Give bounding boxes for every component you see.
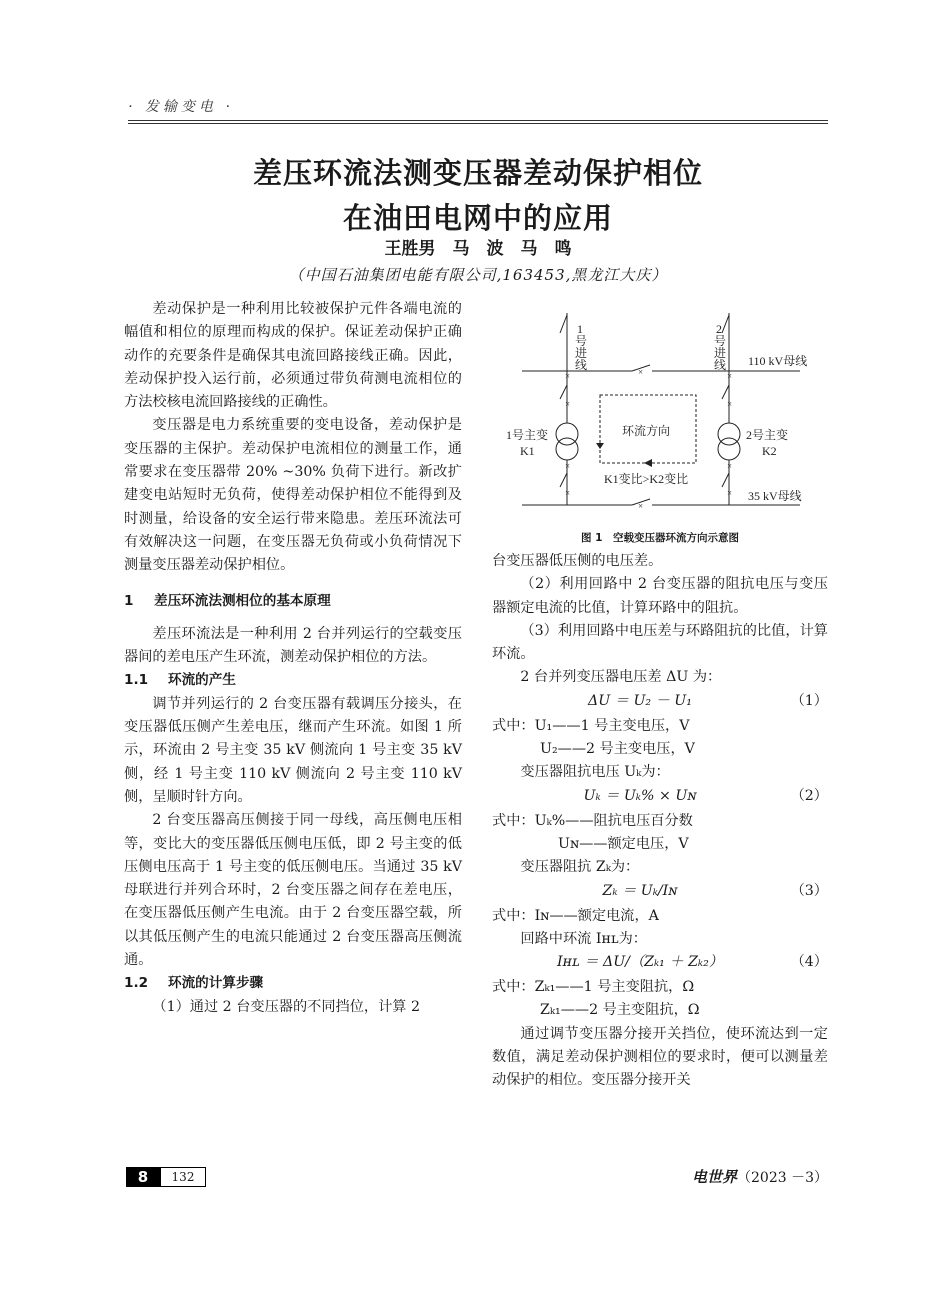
- article-title-line2: 在油田电网中的应用: [342, 201, 613, 235]
- t2-hv-switch: [722, 385, 729, 399]
- step-1-text: （1）通过 2 台变压器的不同挡位，计算 2: [152, 998, 421, 1015]
- section-1-2-heading: [124, 972, 462, 995]
- eq1-def-1: 式中：U₁——1 号主变电压，V: [492, 717, 690, 734]
- loop-arrow-up: [596, 443, 604, 449]
- bus-110-label: 110 kV母线: [748, 354, 808, 368]
- circuit-diagram: [492, 303, 828, 525]
- eq2-intro: 变压器阻抗电压 Uₖ为：: [520, 764, 670, 781]
- page-total: 132: [160, 1167, 206, 1187]
- continuation-text: 台变压器低压侧的电压差。: [492, 553, 663, 569]
- eq2-def-1: 式中：Uₖ%——阻抗电压百分数: [492, 812, 693, 829]
- equation-2-body: Uₖ ＝ Uₖ% × Uɴ: [583, 787, 697, 804]
- equation-2-number: （2）: [790, 787, 828, 804]
- equation-3: [492, 880, 828, 905]
- breaker-mark: ×: [727, 371, 733, 381]
- right-column: [492, 550, 828, 1093]
- header-rule: [128, 120, 828, 121]
- eq2-def-2: Uɴ——额定电压，V: [558, 835, 689, 852]
- eq4-def-2: Zₖ₁——2 号主变阻抗，Ω: [540, 1002, 700, 1019]
- breaker-mark: ×: [638, 501, 644, 511]
- step-2-text: （2）利用回路中 2 台变压器的阻抗电压与变压器额定电流的比值，计算环路中的阻抗。: [492, 576, 828, 616]
- section-1-1-heading: [124, 669, 462, 692]
- article-title-line1: 差压环流法测变压器差动保护相位: [252, 156, 703, 190]
- section-1-number: 1: [124, 592, 134, 609]
- step-3-text: （3）利用回路中电压差与环路阻抗的比值，计算环流。: [492, 622, 828, 663]
- t2-lv-switch: [722, 473, 729, 487]
- eq4-intro: 回路中环流 Iʜʟ为：: [520, 930, 647, 947]
- breaker-mark: ×: [727, 399, 733, 409]
- left-column: [124, 298, 462, 1019]
- header-rule-2: [128, 123, 828, 124]
- line-2-switch: [722, 315, 729, 333]
- equation-3-body: Zₖ ＝ Uₖ/Iɴ: [602, 882, 678, 899]
- eq4-def-1: 式中：Zₖ₁——1 号主变阻抗，Ω: [492, 979, 695, 996]
- t1-hv-switch: [560, 385, 567, 399]
- affiliation: （中国石油集团电能有限公司,163453,黑龙江大庆）: [288, 266, 668, 284]
- section-1-2-number: 1.2: [124, 975, 149, 992]
- t1-name: 1号主变: [506, 428, 549, 442]
- intro-paragraph-2: 变压器是电力系统重要的变电设备，差动保护是变压器的主保护。差动保护电流相位的测量工作，通常要求在变压器带 20% ~30% 负荷下进行。新改扩建变电站短时无负荷，使得差动保护相位不能得到及时测量，给设备的安全运行带来隐患。差压环流法可有效解决这一问题，在变压器无负荷或小负荷情况下测量变压器差动保护相位。: [124, 417, 462, 574]
- loop-arrow-left: [644, 459, 652, 467]
- t2-code: K2: [762, 444, 777, 458]
- intro-paragraph-1: 差动保护是一种利用比较被保护元件各端电流的幅值和相位的原理而构成的保护。保证差动保护正确动作的充要条件是确保其电流回路接线正确。因此，差动保护投入运行前，必须通过带负荷测电流相位的方法校核电流回路接线的正确性。: [124, 301, 462, 411]
- page-number: 8: [126, 1167, 160, 1187]
- section-1-title: 差压环流法测相位的基本原理: [154, 592, 331, 609]
- t1-winding-lv: [556, 438, 578, 460]
- t1-code: K1: [520, 444, 535, 458]
- journal-issue: （2023 －3）: [737, 1170, 828, 1186]
- equation-1-number: （1）: [790, 692, 828, 709]
- final-paragraph: 通过调节变压器分接开关挡位，使环流达到一定数值，满足差动保护测相位的要求时，便可以测量差动保护的相位。变压器分接开关: [492, 1025, 828, 1089]
- equation-1-body: ΔU ＝ U₂ － U₁: [588, 692, 692, 709]
- ratio-label: K1变比>K2变比: [604, 472, 689, 486]
- t2-name: 2号主变: [746, 428, 789, 442]
- section-1-1-title: 环流的产生: [168, 672, 236, 689]
- eq3-def-1: 式中：Iɴ——额定电流，A: [492, 907, 659, 924]
- equation-4-body: Iʜʟ ＝ ΔU/（Zₖ₁ ＋ Zₖ₂）: [557, 954, 723, 971]
- t1-lv-switch: [560, 473, 567, 487]
- breaker-mark: ×: [727, 488, 733, 498]
- equation-2: [492, 785, 828, 810]
- eq1-intro: 2 台并列变压器电压差 ΔU 为：: [520, 669, 722, 686]
- t2-winding-lv: [718, 438, 740, 460]
- loop-label: 环流方向: [622, 424, 671, 438]
- line-2-label: 2 号进线: [714, 322, 727, 372]
- journal-name: 电世界: [691, 1168, 737, 1186]
- equation-4-number: （4）: [790, 954, 828, 971]
- breaker-mark: ×: [565, 461, 571, 471]
- line-1-label: 1 号进线: [575, 322, 588, 372]
- figure-1: [492, 303, 828, 529]
- breaker-mark: ×: [565, 399, 571, 409]
- section-1-2-title: 环流的计算步骤: [168, 975, 264, 992]
- section-1-heading: [124, 590, 462, 613]
- equation-3-number: （3）: [790, 882, 828, 899]
- section-1-1-paragraph-2: 2 台变压器高压侧接于同一母线，高压侧电压相等，变比大的变压器低压侧电压低，即 2 号主变的低压侧电压高于 1 号主变的低压侧电压。当通过 35 kV 母联进行并列合环时，2 台变压器之间存在差电压，在变压器低压侧产生电流。由于 2 台变压器空载，所以其低压侧产生的电流只能通过 2 台变压器高压侧流通。: [124, 812, 462, 969]
- authors: 王胜男 马 波 马 鸣: [384, 239, 572, 259]
- breaker-mark: ×: [565, 371, 571, 381]
- section-1-1-number: 1.1: [124, 672, 149, 689]
- journal-footer: [692, 1166, 828, 1187]
- equation-1: [492, 690, 828, 715]
- section-1-1-paragraph-1: 调节并列运行的 2 台变压器有载调压分接头，在变压器低压侧产生差电压，继而产生环流。如图 1 所示，环流由 2 号主变 35 kV 侧流向 1 号主变 35 kV 侧，经 1 号主变 110 kV 侧流向 2 号主变 110 kV 侧，呈顺时针方向。: [124, 695, 462, 805]
- figure-caption: 图 1 空载变压器环流方向示意图: [581, 532, 739, 544]
- eq3-intro: 变压器阻抗 Zₖ为：: [520, 859, 640, 876]
- bus-35-label: 35 kV母线: [748, 489, 802, 503]
- eq1-def-2: U₂——2 号主变电压，V: [540, 741, 695, 758]
- line-1-switch: [560, 315, 567, 333]
- section-header: · 发输变电 ·: [128, 99, 234, 115]
- breaker-mark: ×: [727, 461, 733, 471]
- breaker-mark: ×: [565, 488, 571, 498]
- section-1-paragraph: 差压环流法是一种利用 2 台并列运行的空载变压器间的差电压产生环流，测差动保护相位的方法。: [124, 625, 462, 666]
- equation-4: [492, 951, 828, 976]
- breaker-mark: ×: [638, 367, 644, 377]
